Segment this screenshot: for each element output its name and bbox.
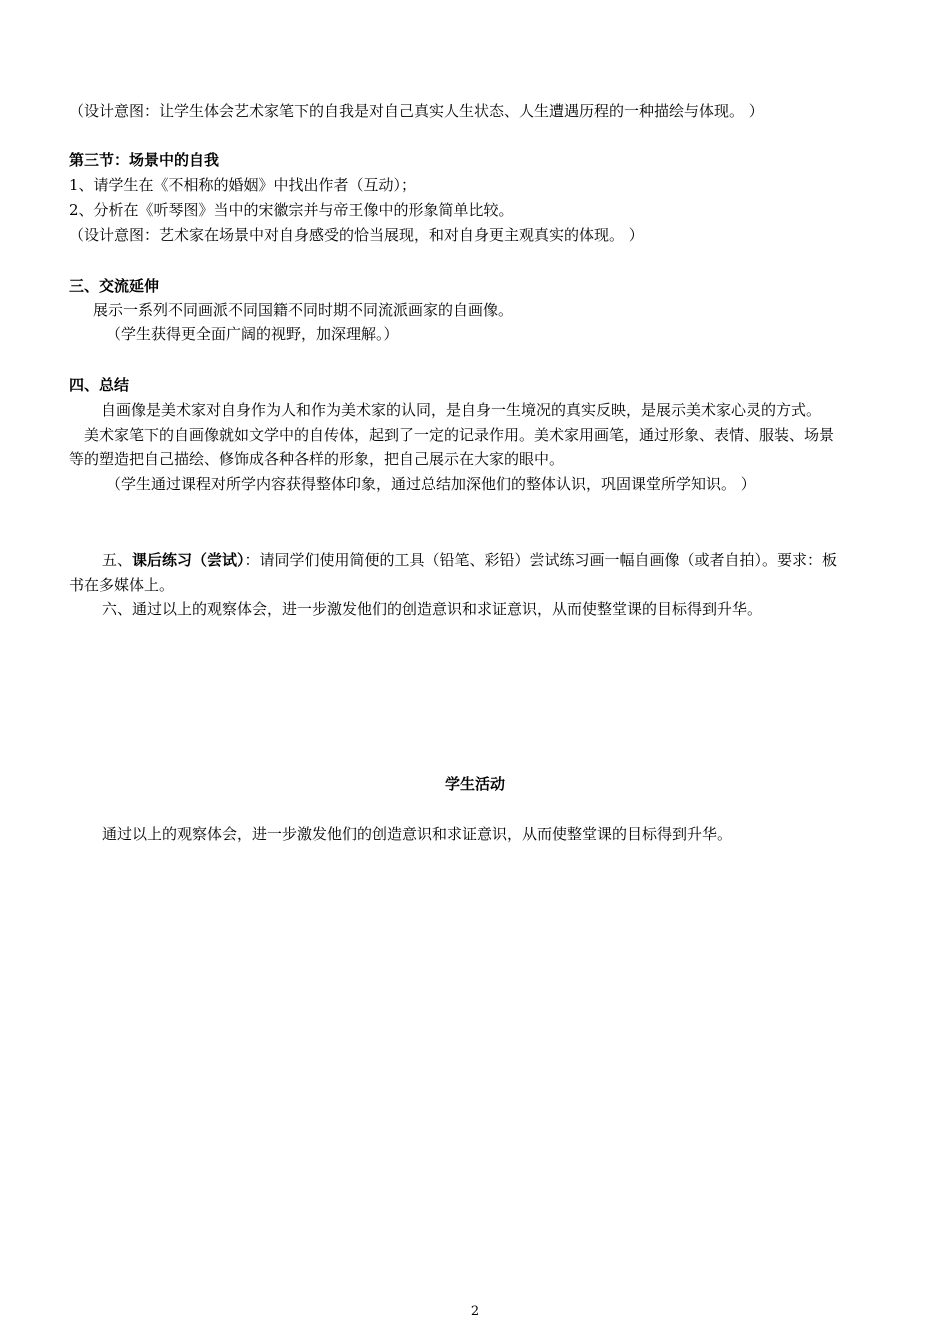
homework-line-1 [102, 549, 837, 571]
exchange-text: 展示一系列不同画派不同国籍不同时期不同流派画家的自画像。 [93, 301, 514, 319]
exchange-heading: 三、交流延伸 [69, 277, 160, 295]
summary-heading: 四、总结 [69, 376, 130, 394]
summary-line-3: 等的塑造把自己描绘、修饰成各种各样的形象，把自己展示在大家的眼中。 [69, 450, 565, 468]
section-three-item-1: 1、请学生在《不相称的婚姻》中找出作者（互动）； [69, 176, 417, 194]
summary-line-1: 自画像是美术家对自身作为人和作为美术家的认同，是自身一生境况的真实反映，是展示美术家心灵的方式。 [101, 401, 822, 419]
summary-line-2: 美术家笔下的自画像就如文学中的自传体，起到了一定的记录作用。美术家用画笔，通过形象、表情、服装、场景 [84, 426, 835, 444]
section-three-heading: 第三节：场景中的自我 [69, 151, 220, 169]
homework-text: ：请同学们使用简便的工具（铅笔、彩铅）尝试练习画一幅自画像（或者自拍）。要求：板 [244, 551, 838, 569]
design-intent-note: （设计意图：让学生体会艺术家笔下的自我是对自己真实人生状态、人生遭遇历程的一种描绘与体现。 ） [69, 102, 764, 120]
exchange-note: （学生获得更全面广阔的视野，加深理解。） [106, 325, 399, 343]
student-activity-text: 通过以上的观察体会，进一步激发他们的创造意识和求证意识，从而使整堂课的目标得到升华。 [102, 825, 733, 843]
summary-note: （学生通过课程对所学内容获得整体印象，通过总结加深他们的整体认识，巩固课堂所学知识。 ） [106, 475, 756, 493]
page-number: 2 [470, 1304, 480, 1319]
section-three-note: （设计意图：艺术家在场景中对自身感受的恰当展现，和对自身更主观真实的体现。 ） [69, 226, 644, 244]
student-activity-heading: 学生活动 [444, 775, 505, 793]
homework-prefix: 五、 [102, 551, 133, 569]
homework-title: 课后练习（尝试） [132, 551, 245, 569]
section-three-item-2: 2、分析在《听琴图》当中的宋徽宗并与帝王像中的形象简单比较。 [69, 201, 514, 219]
section-six: 六、通过以上的观察体会，进一步激发他们的创造意识和求证意识，从而使整堂课的目标得到升华。 [102, 600, 763, 618]
homework-line-2: 书在多媒体上。 [69, 576, 175, 594]
